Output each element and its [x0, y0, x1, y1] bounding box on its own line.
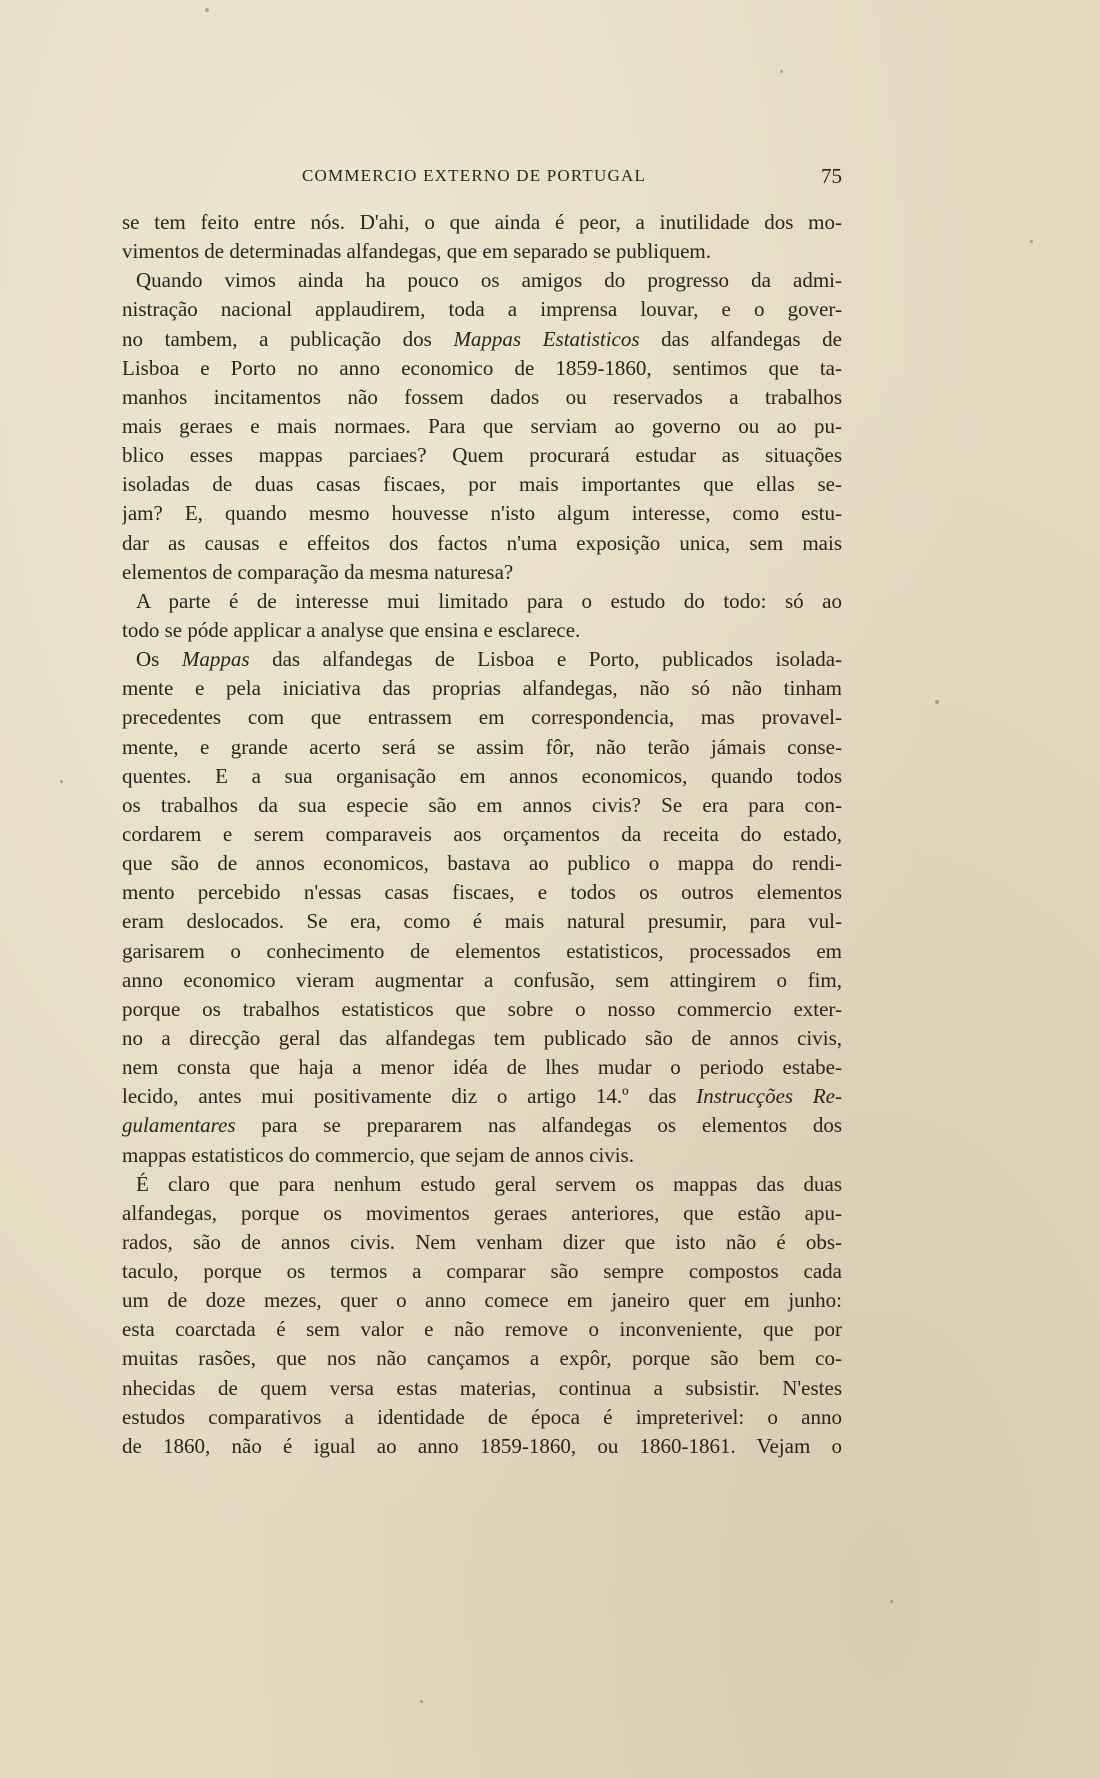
italic-title: Instrucções Re- [696, 1084, 842, 1109]
italic-title: Mappas [181, 647, 250, 672]
paragraph-start-line: É claro que para nenhum estudo geral servem os mappas das duas [136, 1171, 842, 1196]
text-line: dar as causas e effeitos dos factos n'uma exposição unica, sem mais [122, 530, 842, 555]
text-line: nem consta que haja a menor idéa de lhes mudar o periodo estabe- [122, 1055, 842, 1080]
text-line: vimentos de determinadas alfandegas, que em separado se publiquem. [122, 239, 711, 264]
text-line: cordarem e serem comparaveis aos orçamentos da receita do estado, [122, 821, 842, 846]
text-line: Lisboa e Porto no anno economico de 1859-1860, sentimos que ta- [122, 355, 842, 380]
paper-speck [420, 1700, 423, 1703]
text-line [122, 1082, 842, 1111]
text-line [122, 1111, 842, 1140]
paper-speck [780, 70, 783, 73]
text-line: que são de annos economicos, bastava ao publico o mappa do rendi- [122, 851, 842, 876]
text-line: esta coarctada é sem valor e não remove o inconveniente, que por [122, 1317, 842, 1342]
line-text: Os [136, 647, 160, 672]
paper-speck [1030, 240, 1033, 243]
text-line: anno economico vieram augmentar a confusão, sem attingirem o fim, [122, 967, 842, 992]
text-line: mento percebido n'essas casas fiscaes, e todos os outros elementos [122, 880, 842, 905]
text-line: isoladas de duas casas fiscaes, por mais importantes que ellas se- [122, 472, 842, 497]
text-line: se tem feito entre nós. D'ahi, o que ainda é peor, a inutilidade dos mo- [122, 210, 842, 234]
italic-title: gulamentares [122, 1113, 236, 1138]
running-title: COMMERCIO EXTERNO DE PORTUGAL [302, 166, 647, 185]
text-line: no a direcção geral das alfandegas tem publicado são de annos civis, [122, 1025, 842, 1050]
text-line: porque os trabalhos estatisticos que sobre o nosso commercio exter- [122, 996, 842, 1021]
text-line: rados, são de annos civis. Nem venham dizer que isto não é obs- [122, 1229, 842, 1254]
text-line: muitas rasões, que nos não cançamos a expôr, porque são bem co- [122, 1346, 842, 1371]
paper-speck [60, 780, 63, 783]
line-text: no tambem, a publicação dos [122, 326, 432, 351]
text-line: eram deslocados. Se era, como é mais natural presumir, para vul- [122, 909, 842, 934]
line-text: das alfandegas de Lisboa e Porto, publicados isolada- [249, 647, 842, 672]
text-line: nistração nacional applaudirem, toda a imprensa louvar, e o gover- [122, 297, 842, 322]
text-line: jam? E, quando mesmo houvesse n'isto algum interesse, como estu- [122, 501, 842, 526]
text-line: taculo, porque os termos a comparar são sempre compostos cada [122, 1259, 842, 1284]
paper-speck [205, 8, 209, 12]
text-line: de 1860, não é igual ao anno 1859-1860, ou 1860-1861. Vejam o [122, 1433, 842, 1458]
paper-speck [935, 700, 939, 704]
running-head [122, 166, 842, 192]
paragraph-start-line: A parte é de interesse mui limitado para o estudo do todo: só ao [136, 588, 842, 613]
text-line [122, 325, 842, 354]
text-line: mente e pela iniciativa das proprias alfandegas, não só não tinham [122, 676, 842, 701]
paragraph-start-line [122, 645, 842, 674]
text-line: elementos de comparação da mesma naturesa? [122, 559, 514, 584]
text-line: quentes. E a sua organisação em annos economicos, quando todos [122, 763, 842, 788]
text-line: mappas estatisticos do commercio, que sejam de annos civis. [122, 1142, 635, 1167]
italic-title: Mappas Estatisticos [453, 326, 640, 351]
text-line: estudos comparativos a identidade de época é impreterivel: o anno [122, 1404, 842, 1429]
text-line: um de doze mezes, quer o anno comece em janeiro quer em junho: [122, 1288, 842, 1313]
text-line: precedentes com que entrassem em correspondencia, mas provavel- [122, 705, 842, 730]
text-line: nhecidas de quem versa estas materias, continua a subsistir. N'estes [122, 1375, 842, 1400]
text-line: mente, e grande acerto será se assim fôr, não terão jámais conse- [122, 734, 842, 759]
text-line: blico esses mappas parciaes? Quem procurará estudar as situações [122, 443, 842, 468]
text-line: alfandegas, porque os movimentos geraes anteriores, que estão apu- [122, 1200, 842, 1225]
line-text: das alfandegas de [639, 326, 842, 351]
text-line: todo se póde applicar a analyse que ensina e esclarece. [122, 617, 581, 642]
paragraph-start-line: Quando vimos ainda ha pouco os amigos do progresso da admi- [136, 268, 842, 293]
paper-speck [160, 1420, 163, 1423]
page-number: 75 [821, 164, 842, 188]
body-text [122, 208, 842, 1461]
text-line: garisarem o conhecimento de elementos estatisticos, processados em [122, 938, 842, 963]
text-line: mais geraes e mais normaes. Para que serviam ao governo ou ao pu- [122, 413, 842, 438]
line-text: para se prepararem nas alfandegas os elementos dos [261, 1113, 842, 1138]
text-line: manhos incitamentos não fossem dados ou reservados a trabalhos [122, 384, 842, 409]
text-line: os trabalhos da sua especie são em annos civis? Se era para con- [122, 792, 842, 817]
line-text: lecido, antes mui positivamente diz o artigo 14.º das [122, 1084, 677, 1109]
paper-speck [890, 1600, 893, 1603]
